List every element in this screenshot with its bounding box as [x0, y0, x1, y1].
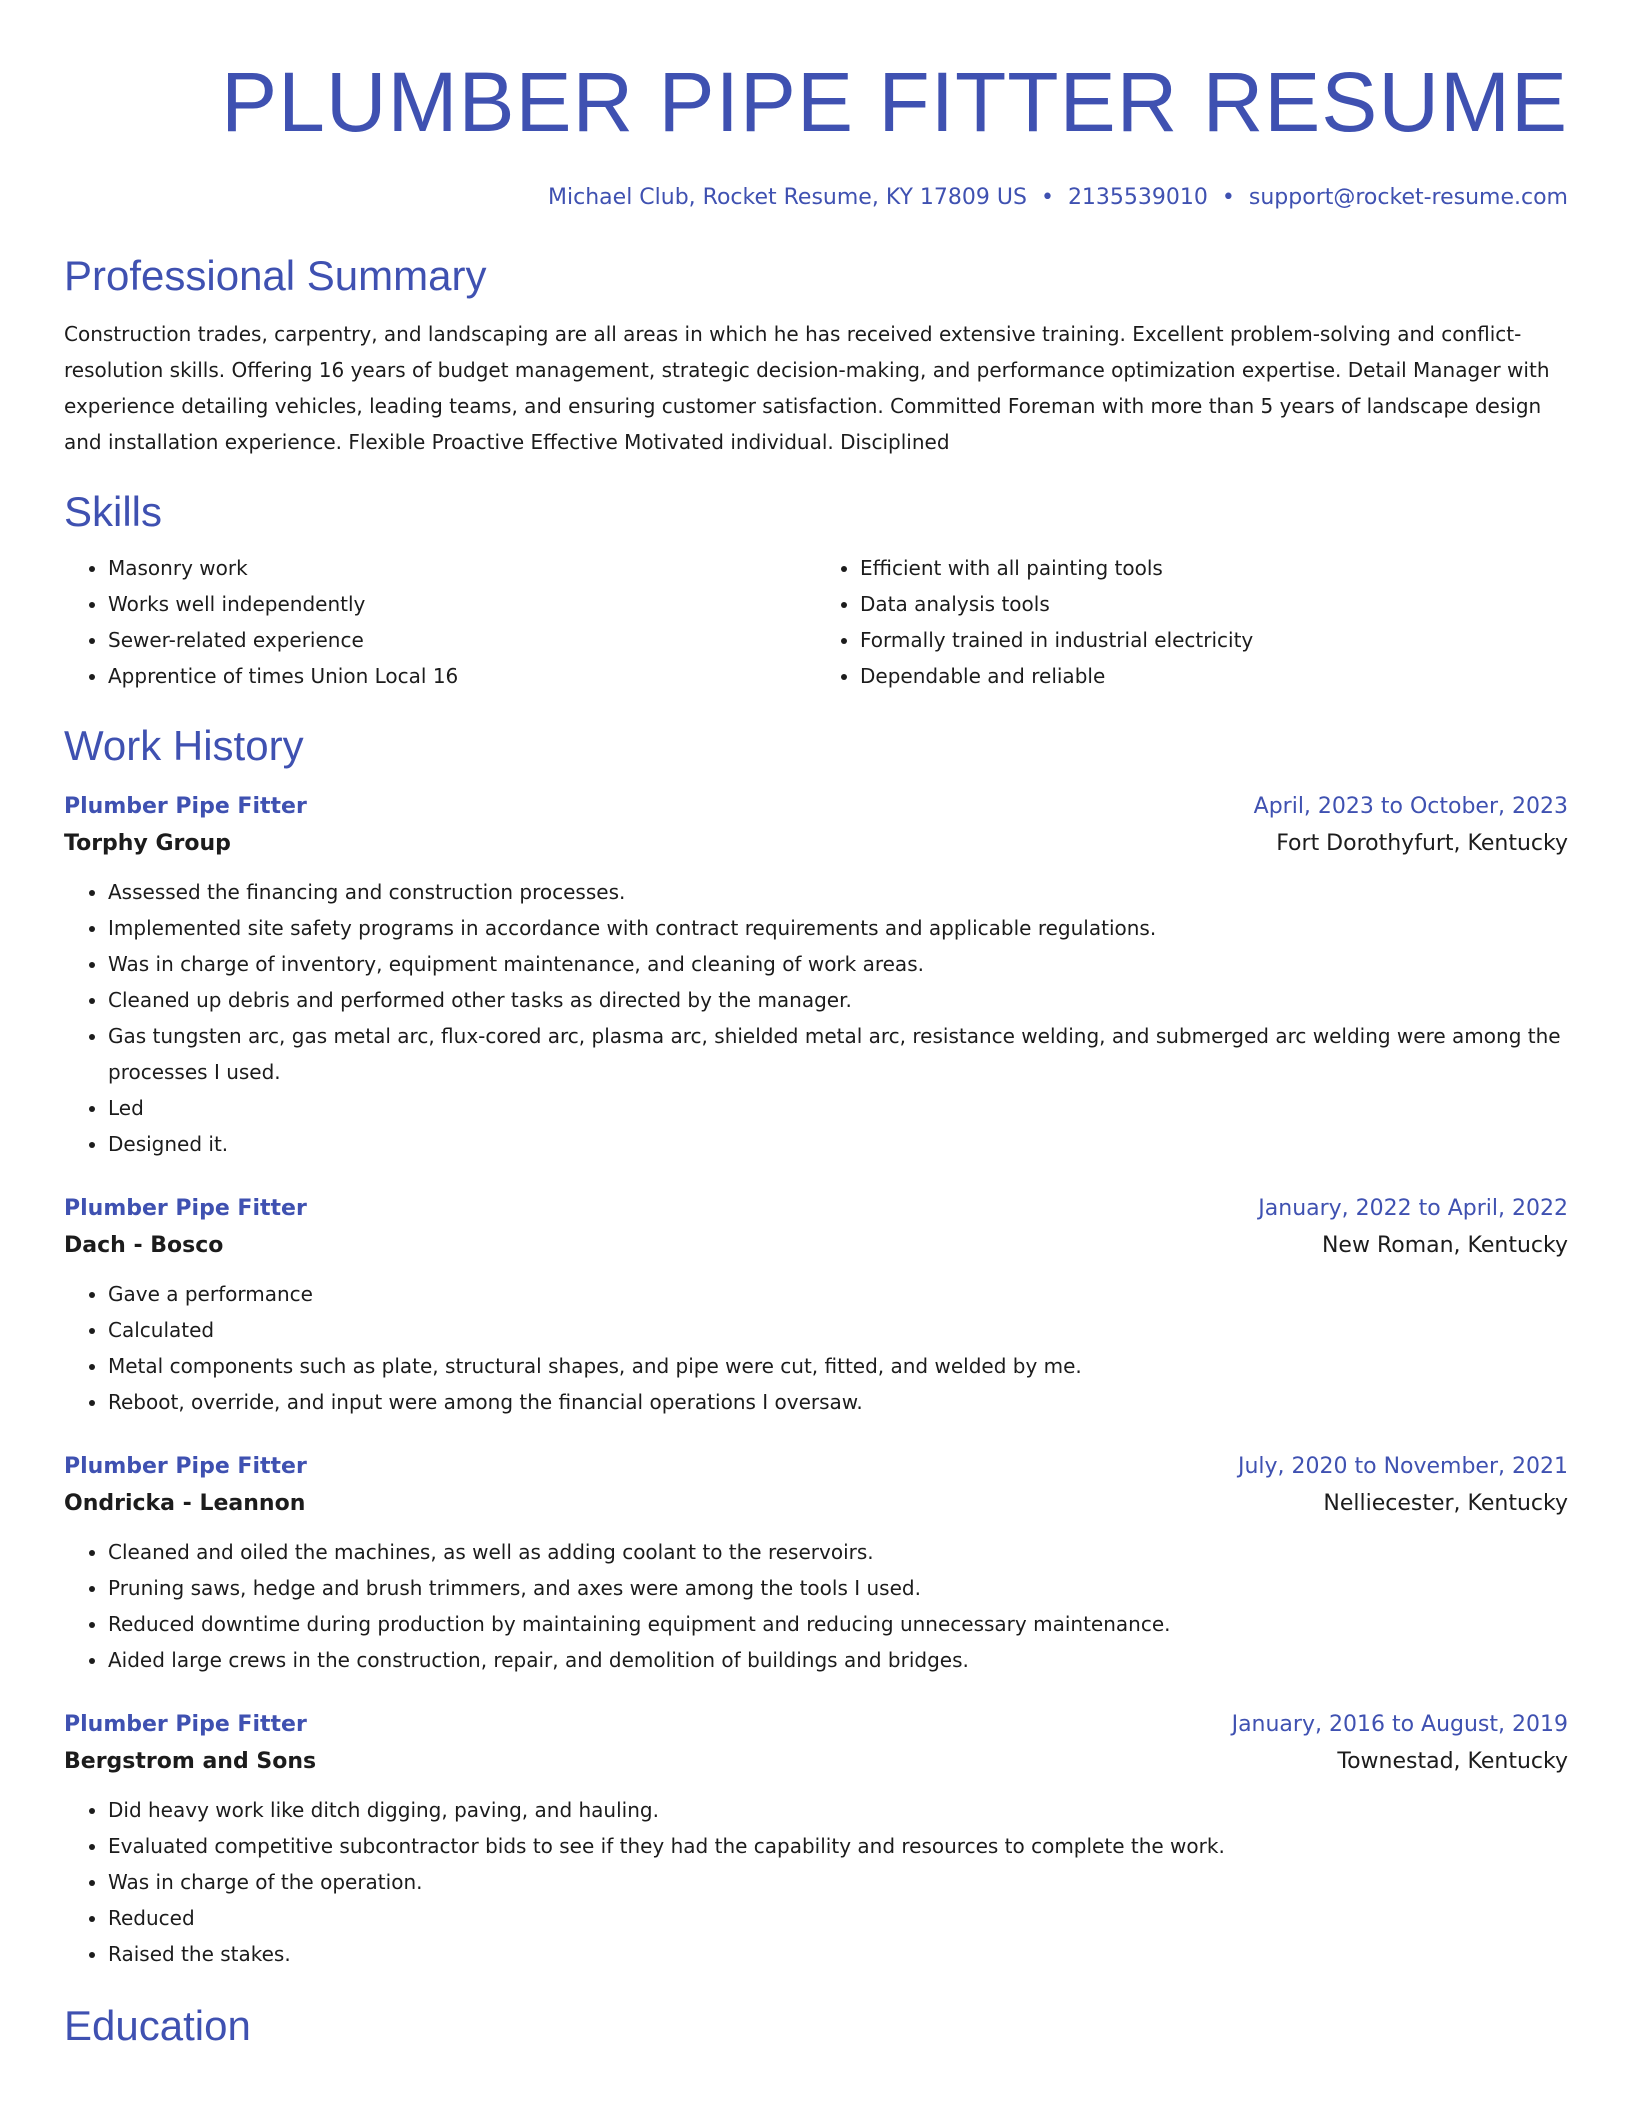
skills-heading: Skills	[64, 488, 163, 535]
job-bullets	[64, 874, 1568, 1162]
job-company: Dach - Bosco	[64, 1233, 224, 1258]
job-bullet: • Reduced downtime during production by maintaining equipment and reducing unnecessary maintenance.	[108, 1606, 1568, 1642]
skill-item: • Works well independently	[108, 586, 816, 622]
work-history-heading: Work History	[64, 722, 304, 769]
contact-line	[64, 182, 1568, 214]
skill-item: • Sewer-related experience	[108, 622, 816, 658]
job-title: Plumber Pipe Fitter	[64, 1454, 307, 1479]
contact-separator: •	[1221, 185, 1235, 210]
job-bullet: • Did heavy work like ditch digging, paving, and hauling.	[108, 1792, 1568, 1828]
job-dates: January, 2016 to August, 2019	[1231, 1712, 1568, 1737]
job-location: Fort Dorothyfurt, Kentucky	[1276, 831, 1568, 856]
job-bullets	[64, 1534, 1568, 1678]
summary-text: Construction trades, carpentry, and landscaping are all areas in which he has received extensive training. Excellent problem-solving and conflict-resolution skills. Offering 16 years of budget management, strategic decision-making, and performance optimization expertise. Detail Manager with experience detailing vehicles, leading teams, and ensuring customer satisfaction. Committed Foreman with more than 5 years of landscape design and installation experience. Flexible Proactive Effective Motivated individual. Disciplined	[64, 322, 1550, 454]
skills-column-left	[64, 550, 816, 694]
contact-address: Michael Club, Rocket Resume, KY 17809 US	[548, 185, 1027, 210]
job-entry	[64, 1450, 1568, 1678]
skills-column-right	[816, 550, 1568, 694]
job-title: Plumber Pipe Fitter	[64, 1196, 307, 1221]
job-bullets	[64, 1792, 1568, 1972]
job-bullet: • Cleaned up debris and performed other tasks as directed by the manager.	[108, 982, 1568, 1018]
job-entry	[64, 1708, 1568, 1972]
job-bullet: • Calculated	[108, 1312, 1568, 1348]
job-bullet: • Gave a performance	[108, 1276, 1568, 1312]
job-bullet: • Was in charge of the operation.	[108, 1864, 1568, 1900]
job-bullet: • Implemented site safety programs in accordance with contract requirements and applicable regulations.	[108, 910, 1568, 946]
job-title: Plumber Pipe Fitter	[64, 794, 307, 819]
job-bullet: • Evaluated competitive subcontractor bids to see if they had the capability and resources to complete the work.	[108, 1828, 1568, 1864]
contact-phone: 2135539010	[1067, 185, 1208, 210]
job-bullet: • Raised the stakes.	[108, 1936, 1568, 1972]
job-location: New Roman, Kentucky	[1321, 1233, 1568, 1258]
summary-heading: Professional Summary	[64, 252, 487, 299]
job-bullet: • Gas tungsten arc, gas metal arc, flux-cored arc, plasma arc, shielded metal arc, resistance welding, and submerged arc welding were among the processes I used.	[108, 1018, 1568, 1090]
job-dates: July, 2020 to November, 2021	[1237, 1454, 1568, 1479]
job-dates: January, 2022 to April, 2022	[1258, 1196, 1568, 1221]
job-entry	[64, 1192, 1568, 1420]
job-company: Torphy Group	[64, 831, 231, 856]
job-bullet: • Aided large crews in the construction, repair, and demolition of buildings and bridges.	[108, 1642, 1568, 1678]
job-bullets	[64, 1276, 1568, 1420]
job-company: Ondricka - Leannon	[64, 1491, 306, 1516]
job-bullet: • Led	[108, 1090, 1568, 1126]
skills-list	[64, 550, 1568, 694]
job-entry	[64, 790, 1568, 1162]
skill-item: • Efficient with all painting tools	[860, 550, 1568, 586]
job-bullet: • Designed it.	[108, 1126, 1568, 1162]
skill-item: • Formally trained in industrial electricity	[860, 622, 1568, 658]
skill-item: • Dependable and reliable	[860, 658, 1568, 694]
job-company: Bergstrom and Sons	[64, 1749, 317, 1774]
job-bullet: • Reboot, override, and input were among the financial operations I oversaw.	[108, 1384, 1568, 1420]
skill-item: • Data analysis tools	[860, 586, 1568, 622]
resume-header	[64, 0, 1568, 214]
contact-separator: •	[1040, 185, 1054, 210]
education-heading: Education	[64, 2002, 251, 2049]
skill-item: • Apprentice of times Union Local 16	[108, 658, 816, 694]
resume-title: PLUMBER PIPE FITTER RESUME	[221, 55, 1568, 149]
job-bullet: • Cleaned and oiled the machines, as well as adding coolant to the reservoirs.	[108, 1534, 1568, 1570]
contact-email: support@rocket-resume.com	[1248, 185, 1568, 210]
job-title: Plumber Pipe Fitter	[64, 1712, 307, 1737]
job-bullet: • Metal components such as plate, structural shapes, and pipe were cut, fitted, and welded by me.	[108, 1348, 1568, 1384]
job-location: Nelliecester, Kentucky	[1323, 1491, 1568, 1516]
job-bullet: • Was in charge of inventory, equipment maintenance, and cleaning of work areas.	[108, 946, 1568, 982]
job-dates: April, 2023 to October, 2023	[1253, 794, 1568, 819]
job-bullet: • Assessed the financing and construction processes.	[108, 874, 1568, 910]
job-location: Townestad, Kentucky	[1337, 1749, 1568, 1774]
job-bullet: • Pruning saws, hedge and brush trimmers, and axes were among the tools I used.	[108, 1570, 1568, 1606]
skill-item: • Masonry work	[108, 550, 816, 586]
job-bullet: • Reduced	[108, 1900, 1568, 1936]
